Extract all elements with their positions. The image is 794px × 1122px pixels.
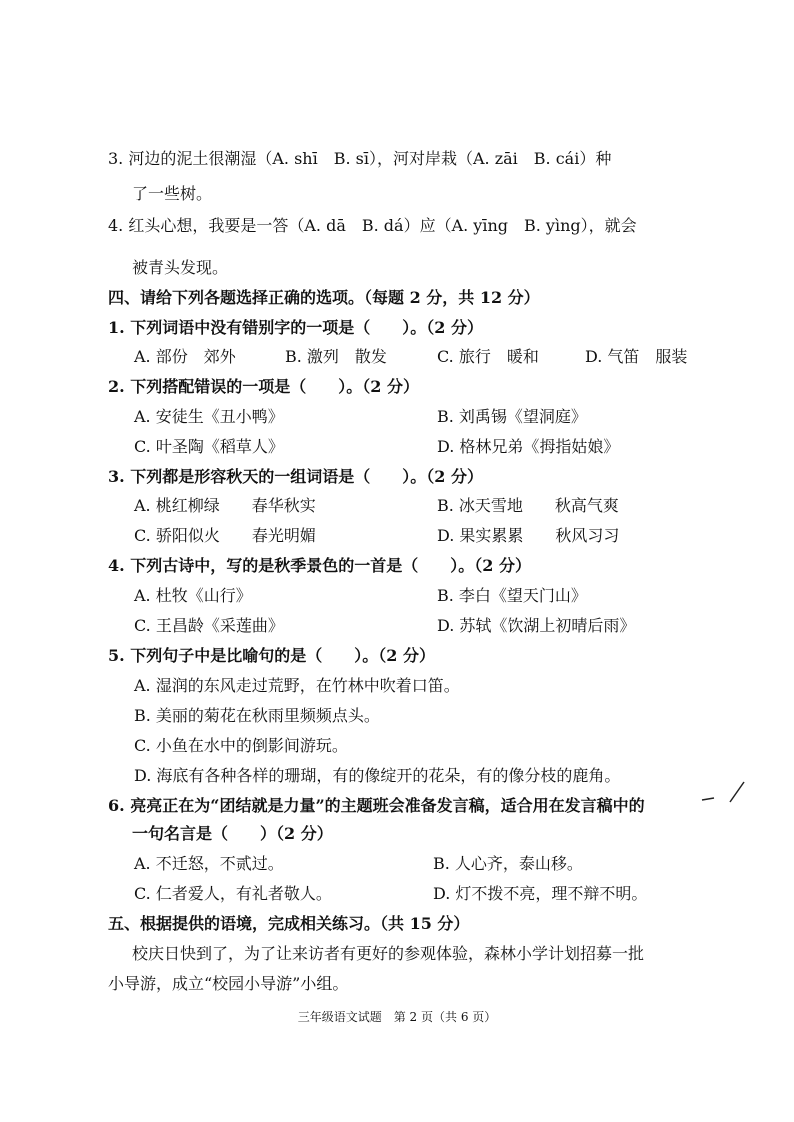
option-d: D. 灯不拨不亮，理不辩不明。: [433, 884, 648, 903]
question-line: 被青头发现。: [132, 258, 229, 277]
question-stem: 2. 下列搭配错误的一项是（ ）。（2 分）: [108, 377, 419, 396]
option-b: B. 美丽的菊花在秋雨里频频点头。: [134, 706, 380, 725]
option-b: B. 冰天雪地 秋高气爽: [437, 496, 619, 515]
option-a: A. 桃红柳绿 春华秋实: [134, 496, 316, 515]
question-line: 4. 红头心想，我要是一答（A. dā B. dá）应（A. yīng B. yìng），就会: [108, 216, 637, 235]
page-footer: 三年级语文试题 第 2 页（共 6 页）: [297, 1010, 497, 1024]
option-d: D. 海底有各种各样的珊瑚，有的像绽开的花朵，有的像分枝的鹿角。: [134, 766, 621, 785]
option-c: C. 仁者爱人，有礼者敬人。: [134, 884, 332, 903]
option-a: A. 湿润的东风走过荒野，在竹林中吹着口笛。: [134, 676, 460, 695]
option-b: B. 人心齐，泰山移。: [433, 854, 583, 873]
option-a: A. 不迁怒，不贰过。: [134, 854, 284, 873]
option-a: A. 杜牧《山行》: [134, 586, 252, 605]
option-d: D. 苏轼《饮湖上初晴后雨》: [437, 616, 636, 635]
passage-line: 校庆日快到了，为了让来访者有更好的参观体验，森林小学计划招募一批: [132, 944, 645, 963]
question-stem: 3. 下列都是形容秋天的一组词语是（ ）。（2 分）: [108, 467, 483, 486]
question-stem: 1. 下列词语中没有错别字的一项是（ ）。（2 分）: [108, 318, 483, 337]
question-stem: 4. 下列古诗中，写的是秋季景色的一首是（ ）。（2 分）: [108, 556, 531, 575]
option-c: C. 旅行 暖和: [437, 347, 539, 366]
option-d: D. 果实累累 秋风习习: [437, 526, 620, 545]
question-stem: 5. 下列句子中是比喻句的是（ ）。（2 分）: [108, 646, 435, 665]
option-a: A. 安徒生《丑小鸭》: [134, 407, 284, 426]
option-b: B. 激列 散发: [285, 347, 387, 366]
option-b: B. 刘禹锡《望洞庭》: [437, 407, 587, 426]
passage-line: 小导游，成立“校园小导游”小组。: [108, 974, 349, 993]
option-c: C. 小鱼在水中的倒影间游玩。: [134, 736, 348, 755]
question-line: 了一些树。: [132, 184, 213, 203]
option-a: A. 部份 郊外: [134, 347, 236, 366]
option-c: C. 叶圣陶《稻草人》: [134, 437, 284, 456]
question-line: 3. 河边的泥土很潮湿（A. shī B. sī），河对岸栽（A. zāi B. cái）种: [108, 149, 612, 168]
option-c: C. 王昌龄《采莲曲》: [134, 616, 284, 635]
option-b: B. 李白《望天门山》: [437, 586, 587, 605]
question-stem-continued: 一句名言是（ ）（2 分）: [132, 824, 333, 843]
section-heading: 五、根据提供的语境，完成相关练习。（共 15 分）: [108, 914, 470, 933]
pen-mark-icon: [700, 778, 750, 808]
option-d: D. 气笛 服装: [585, 347, 688, 366]
option-d: D. 格林兄弟《拇指姑娘》: [437, 437, 620, 456]
option-c: C. 骄阳似火 春光明媚: [134, 526, 316, 545]
question-stem: 6. 亮亮正在为“团结就是力量”的主题班会准备发言稿，适合用在发言稿中的: [108, 796, 645, 815]
section-heading: 四、请给下列各题选择正确的选项。（每题 2 分，共 12 分）: [108, 288, 540, 307]
